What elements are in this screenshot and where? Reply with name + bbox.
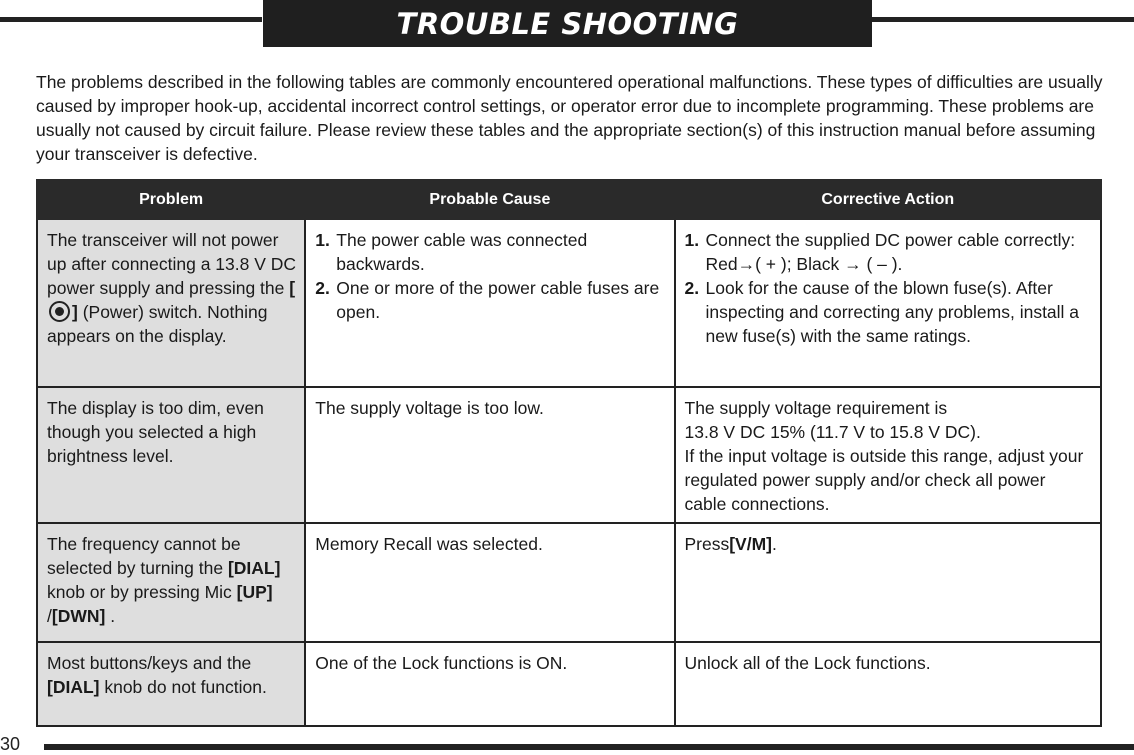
problem-cell: Most buttons/keys and the [DIAL] knob do not function. bbox=[37, 642, 305, 726]
cause-list bbox=[315, 228, 665, 324]
troubleshooting-table bbox=[36, 179, 1102, 727]
header-rule-left bbox=[0, 17, 262, 22]
action-cell: Unlock all of the Lock functions. bbox=[675, 642, 1102, 726]
table-row bbox=[37, 387, 1101, 523]
problem-cell: The transceiver will not power up after connecting a 13.8 V DC power supply and pressing the [] (Power) switch. Nothing appears on the display. bbox=[37, 219, 305, 387]
vm-key-label: [V/M] bbox=[729, 534, 773, 554]
cause-cell: Memory Recall was selected. bbox=[305, 523, 674, 642]
dial-key-label: [DIAL] bbox=[47, 677, 100, 697]
header-rule-right bbox=[872, 17, 1134, 22]
intro-paragraph: The problems described in the following tables are commonly encountered operational malfunctions. These types of difficulties are usually caused by improper hook-up, accidental incorrect control settings, or operator error due to incomplete programming. These problems are usually not caused by circuit failure. Please review these tables and the appropriate section(s) of this instruction manual before assuming your transceiver is defective. bbox=[36, 72, 1103, 164]
table-header-row bbox=[37, 180, 1101, 219]
cause-cell: The supply voltage is too low. bbox=[305, 387, 674, 523]
section-title: TROUBLE SHOOTING bbox=[396, 6, 739, 41]
cause-cell: One of the Lock functions is ON. bbox=[305, 642, 674, 726]
page-number: 30 bbox=[0, 734, 21, 754]
table-row bbox=[37, 642, 1101, 726]
list-item: 2. One or more of the power cable fuses are open. bbox=[315, 278, 660, 322]
list-item: 1. The power cable was connected backwards. bbox=[315, 230, 588, 274]
footer-rule bbox=[44, 744, 1134, 750]
cause-cell bbox=[305, 219, 674, 387]
power-button-icon bbox=[49, 301, 70, 322]
header-probable-cause: Probable Cause bbox=[305, 180, 674, 219]
problem-cell: The display is too dim, even though you selected a high brightness level. bbox=[37, 387, 305, 523]
header-problem: Problem bbox=[37, 180, 305, 219]
table-row bbox=[37, 523, 1101, 642]
dwn-key-label: [DWN] bbox=[51, 606, 106, 626]
action-cell bbox=[675, 219, 1102, 387]
problem-cell: The frequency cannot be selected by turning the [DIAL] knob or by pressing Mic [UP] /[DWN] . bbox=[37, 523, 305, 642]
section-title-banner bbox=[263, 0, 872, 47]
action-list bbox=[685, 228, 1093, 348]
up-key-label: [UP] bbox=[236, 582, 273, 602]
action-cell: Press[V/M]. bbox=[675, 523, 1102, 642]
header-corrective-action: Corrective Action bbox=[675, 180, 1102, 219]
list-item: 2. Look for the cause of the blown fuse(s). After inspecting and correcting any problems, install a new fuse(s) with the same ratings. bbox=[684, 278, 1080, 346]
action-cell: The supply voltage requirement is 13.8 V DC 15% (11.7 V to 15.8 V DC). If the input voltage is outside this range, adjust your regulated power supply and/or check all power cable connections. bbox=[675, 387, 1102, 523]
list-item: 1. Connect the supplied DC power cable correctly: Red→( + ); Black → ( – ). bbox=[684, 230, 1076, 274]
dial-key-label: [DIAL] bbox=[227, 558, 281, 578]
table-row bbox=[37, 219, 1101, 387]
